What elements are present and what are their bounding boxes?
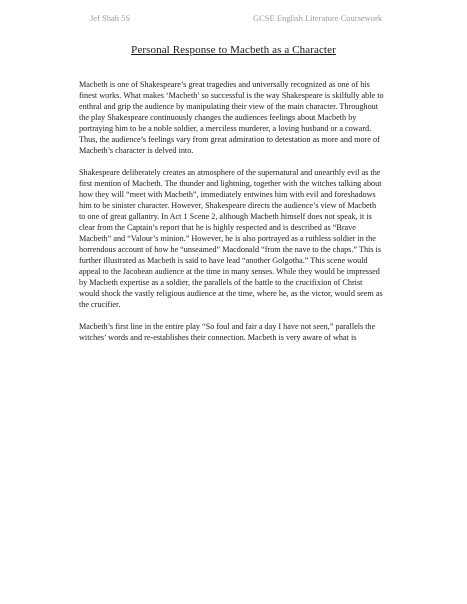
- paragraph-2: [79, 167, 395, 310]
- document-body: [79, 79, 395, 354]
- text-line: finest works. What makes ‘Macbeth’ so successful is the way Shakespeare is skilfully able to: [79, 91, 384, 100]
- text-line: Macbeth is one of Shakespeare’s great tragedies and universally recognized as one of his: [79, 80, 370, 89]
- text-line: horrendous account of how he “unseamed” Macdonald “from the nave to the chaps.” This is: [79, 245, 382, 254]
- text-line: Shakespeare deliberately creates an atmosphere of the supernatural and unearthly evil as the: [79, 168, 381, 177]
- text-line: him to be sinister character. However, Shakespeare directs the audience’s view of Macbeth: [79, 201, 377, 210]
- text-line: clear from the Captain’s report that he is highly respected and is described as “Brave: [79, 223, 356, 232]
- text-line: witches’ words and re-establishes their connection. Macbeth is very aware of what is: [79, 333, 357, 342]
- text-line: Macbeth’s first line in the entire play “So foul and fair a day I have not seen,” parallels the: [79, 322, 376, 331]
- paragraph-1: [79, 79, 395, 156]
- text-line: the play Shakespeare continuously changes the audiences feelings about Macbeth by: [79, 113, 357, 122]
- text-line: enthral and grip the audience by manipulating their view of the main character. Throughout: [79, 102, 379, 111]
- text-line: appeal to the Jacobean audience at the time in many senses. While they would be impressed: [79, 267, 380, 276]
- text-line: by Macbeth expertise as a soldier, the parallels of the battle to the crucifixion of Christ: [79, 278, 363, 287]
- text-line: Macbeth’s character is delved into.: [79, 146, 194, 155]
- document-title: Personal Response to Macbeth as a Character: [131, 44, 336, 56]
- text-line: would shock the vastly religious audience at the time, where he, as the victor, would seem as: [79, 289, 383, 298]
- page-header: [0, 13, 467, 27]
- text-line: Thus, the audience’s feelings vary from great admiration to detestation as more and more of: [79, 135, 380, 144]
- header-author: Jef Shah 5S: [90, 13, 131, 23]
- text-line: portraying him to be a noble soldier, a merciless murderer, a loving husband or a coward.: [79, 124, 372, 133]
- text-line: further illustrated as Macbeth is said to have lead “another Golgotha.” This scene would: [79, 256, 368, 265]
- text-line: to one of great gallantry. In Act 1 Scene 2, although Macbeth himself does not speak, it is: [79, 212, 372, 221]
- text-line: first mention of Macbeth. The thunder and lightning, together with the witches talking about: [79, 179, 382, 188]
- text-line: Macbeth” and “Valour’s minion.” However, he is also portrayed as a ruthless soldier in the: [79, 234, 376, 243]
- text-line: how they will “meet with Macbeth”, immediately entwines him with evil and foreshadows: [79, 190, 376, 199]
- paragraph-3: [79, 321, 395, 343]
- text-line: the crucifier.: [79, 300, 121, 309]
- header-course: GCSE English Literature Coursework: [253, 13, 383, 23]
